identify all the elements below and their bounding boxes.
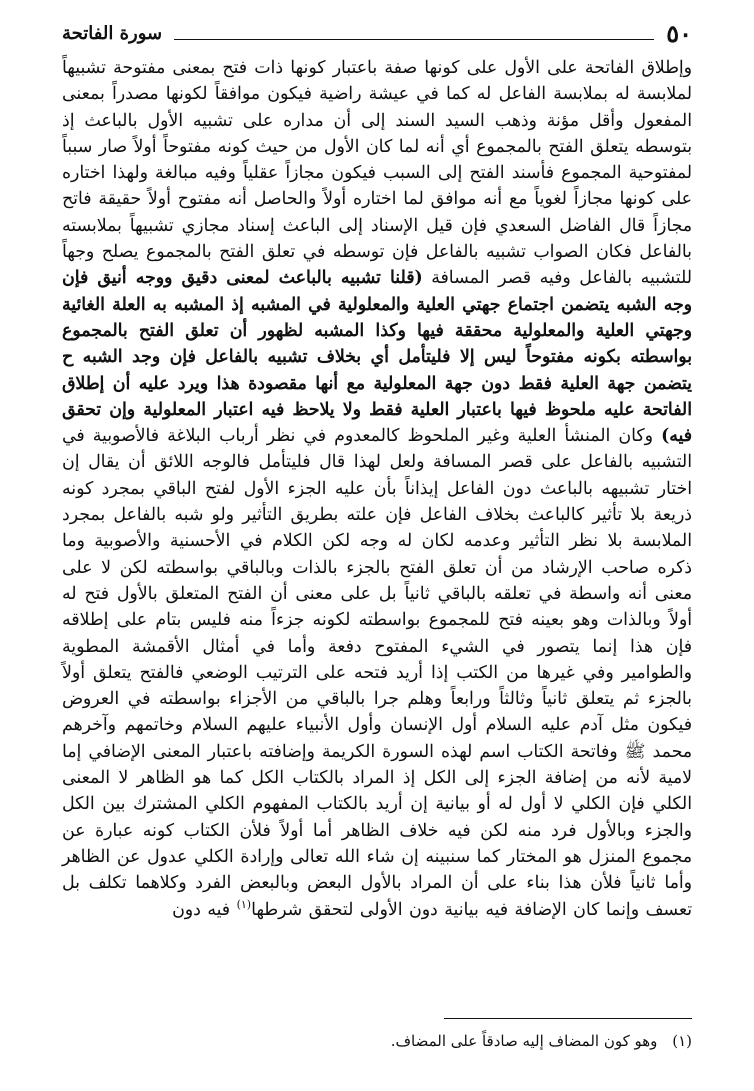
footnote-reference[interactable]: (١) xyxy=(236,897,252,911)
footnote-separator xyxy=(444,1018,692,1019)
header-rule xyxy=(174,39,654,40)
body-segment-plain: فيه دون xyxy=(172,899,237,920)
page-number: ٥٠ xyxy=(666,18,692,48)
running-title: سورة الفاتحة xyxy=(62,22,163,44)
footnote-marker: (١) xyxy=(672,1032,692,1050)
page-header xyxy=(62,18,692,48)
main-text xyxy=(62,55,692,923)
body-segment-plain: وكان المنشأ العلية وغير الملحوظ كالمعدوم في نظر أرباب البلاغة فالأصوبية في التشبيه بالفاعل على قصر المسافة ولعل لهذا قال فليتأمل فالوجه اللائق أن يقال إن اختار تشبيهه بالباعث دون الفاعل إيذاناً بأن عليه الجزء الأول لفتح الباقي بمجرد كونه ذريعة بلا تأثير كالباعث بخلاف الفاعل فإن علته بطريق التأثير ولو شبه بالفاعل بمجرد الملابسة بلا نظر التأثير وعدمه لكان له وجه لكن الكلام في الأحسنية والأصوبية وما ذكره صاحب الإرشاد من أن تعلق الفتح بالجزء بالذات وبالباقي بواسطته لكن لا على معنى أنه واسطة في تعلقه بالباقي ثانياً بل على معنى أن الفتح المتعلق بالأول فتح له أولاً وبالذات وهو بعينه فتح للمجموع بواسطته لكونه جزءاً منه فليس بتام على إطلاقه فإن هذا إنما يتصور في الشيء المفتوح دفعة وأما في أمثال الأقمشة المطوية والطوامير وفي غيرها من الكتب إذا أريد فتحه على الترتيب الوضعي فالفتح يتعلق أولاً بالجزء ثم يتعلق ثانياً وثالثاً ورابعاً وهلم جرا بالباقي من الأجزاء بواسطته في العروض فيكون مثل آدم عليه السلام أول الإنسان وأول الأنبياء عليهم السلام وخاتمهم وآخرهم محمد ﷺ وفاتحة الكتاب اسم لهذه السورة الكريمة وإضافته باعتبار المعنى الإضافي إما لامية لأنه من إضافة الجزء إلى الكل إذ المراد بالكتاب الكل كما هو الظاهر لا المعنى الكلي فإن الكلي لا أول له أو بيانية إن أريد بالكتاب المفهوم الكلي المشترك بين الكل والجزء وبالأول فرد منه لكن فيه خلاف الظاهر أما أولاً فلأن الكتاب كونه عبارة عن مجموع المنزل هو المختار كما سنبينه إن شاء الله تعالى وإرادة الكلي عدول عن الظاهر وأما ثانياً فلأن هذا بناء على أن المراد بالأول البعض وبالبعض الفرد وكلاهما تكلف بل تعسف وإنما كان الإضافة فيه بيانية دون الأولى لتحقق شرطها xyxy=(62,426,692,920)
footnote xyxy=(62,1030,692,1052)
body-segment-bold-quote: (قلنا تشبيه بالباعث لمعنى دقيق ووجه أنيق فإن وجه الشبه يتضمن اجتماع جهتي العلية والمعلولية في المشبه إذ المشبه به العلة الغائية وجهتي العلية والمعلولية محققة فيها وكذا المشبه لظهور أن تعلق الفتح بالمجموع بواسطته بكونه مفتوحاً ليس إلا فليتأمل أي بخلاف تشبيه بالفاعل فإن وجد الشبه ح يتضمن جهة العلية فقط دون جهة المعلولية مع أنها مقصودة هذا ويرد عليه أن إطلاق الفاتحة عليه ملحوظ فيها باعتبار العلية فقط ولا يلاحظ فيه اعتبار المعلولية وإن تحقق فيه) xyxy=(62,268,693,447)
commentary-paragraph xyxy=(62,55,692,923)
footnote-text: وهو كون المضاف إليه صادقاً على المضاف. xyxy=(390,1032,658,1050)
body-segment-plain: وإطلاق الفاتحة على الأول على كونها صفة باعتبار كونها ذات فتح بمعنى مفتوحة تشبيهاً لملابسة له بملابسة الفاعل له كما في عيشة راضية فيكون موافقاً لكونها مصدراً بمعنى المفعول وأقل مؤنة وذهب السيد السند إلى أن مداره على تشبيه الأول بالباعث إذ بتوسطه يتعلق الفتح بالمجموع أي أنه لما كان الأول من حيث كونه مفتوحاً أولاً صار سبباً لمفتوحية المجموع فأسند الفتح إلى السبب فيكون مجازاً عقلياً وفيه مبالغة ولهذا اختاره على كونها مجازاً لغوياً مع أنه موافق لما اختاره أولاً والحاصل أنه مفتوح أولاً حقيقة فاتح مجازاً قال الفاضل السعدي فإن قيل الإسناد إلى الباعث إسناد مجازي تشبيهاً بملابسته بالفاعل فكان الصواب تشبيه بالفاعل فإن توسطه في تعلق الفتح بالمجموع يصلح وجهاً للتشبيه بالفاعل وفيه قصر المسافة xyxy=(62,58,692,289)
